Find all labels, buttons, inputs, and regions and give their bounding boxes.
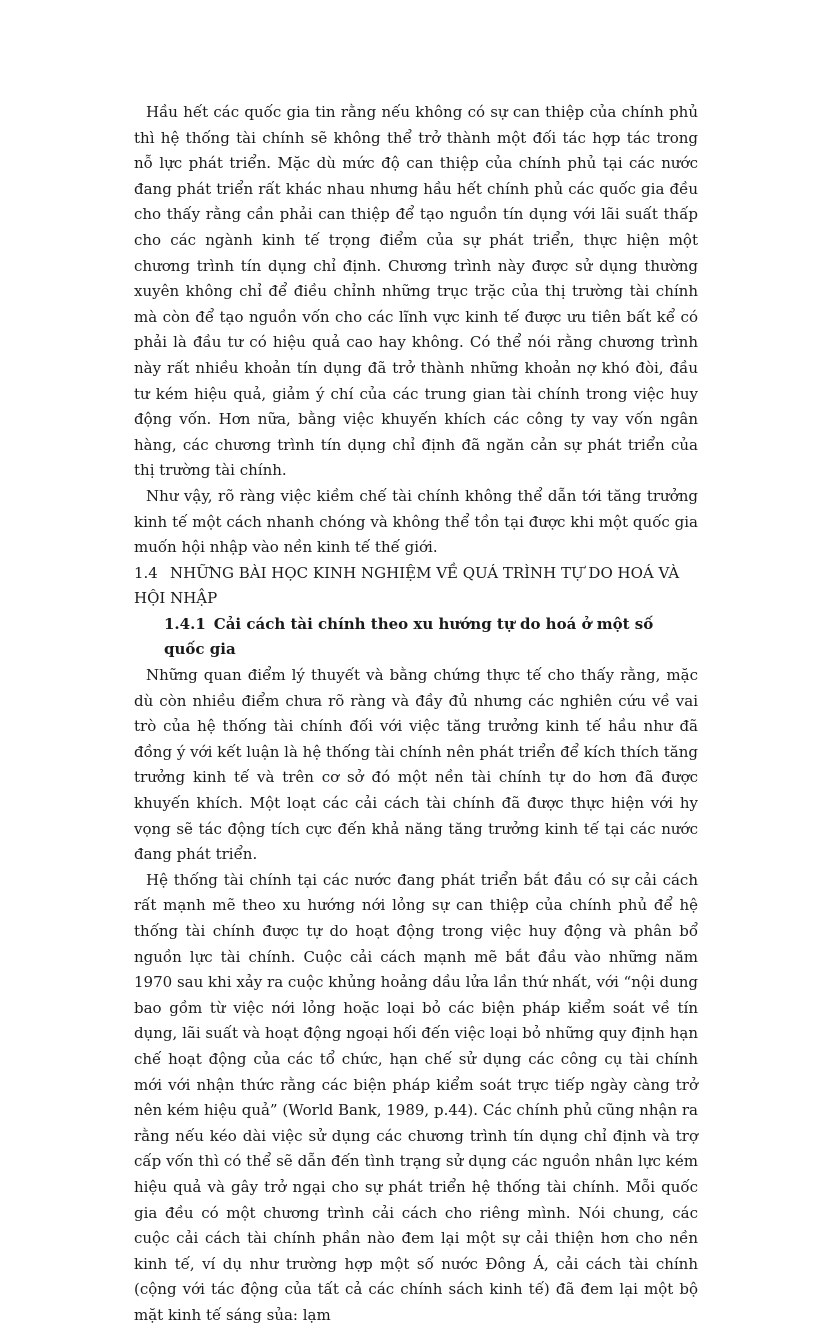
subsection-number: 1.4.1 (164, 614, 206, 633)
subsection-title: Cải cách tài chính theo xu hướng tự do hoá ở một số quốc gia (164, 614, 654, 659)
paragraph-reform-history: Hệ thống tài chính tại các nước đang phát triển bắt đầu có sự cải cách rất mạnh mẽ theo xu hướng nới lỏng sự can thiệp của chính phủ để hệ thống tài chính được tự do hoạt động trong việc huy động và phân bổ nguồn lực tài chính. Cuộc cải cách mạnh mẽ bắt đầu vào những năm 1970 sau khi xảy ra cuộc khủng hoảng dầu lửa lần thứ nhất, với “nội dung bao gồm từ việc nới lỏng hoặc loại bỏ các biện pháp kiểm soát về tín dụng, lãi suất và hoạt động ngoại hối đến việc loại bỏ những quy định hạn chế hoạt động của các tổ chức, hạn chế sử dụng các công cụ tài chính mới với nhận thức rằng các biện pháp kiểm soát trực tiếp ngày càng trở nên kém hiệu quả” (World Bank, 1989, p.44). Các chính phủ cũng nhận ra rằng nếu kéo dài việc sử dụng các chương trình tín dụng chỉ định và trợ cấp vốn thì có thể sẽ dẫn đến tình trạng sử dụng các nguồn nhân lực kém hiệu quả và gây trở ngại cho sự phát triển hệ thống tài chính. Mỗi quốc gia đều có một chương trình cải cách cho riêng mình. Nói chung, các cuộc cải cách tài chính phần nào đem lại một sự cải thiện hơn cho nền kinh tế, ví dụ như trường hợp một số nước Đông Á, cải cách tài chính (cộng với tác động của tất cả các chính sách kinh tế) đã đem lại một bộ mặt kinh tế sáng sủa: lạm (134, 870, 698, 1324)
paragraph-financial-repression: Như vậy, rõ ràng việc kiềm chế tài chính không thể dẫn tới tăng trưởng kinh tế một cách nhanh chóng và không thể tồn tại được khi một quốc gia muốn hội nhập vào nền kinh tế thế giới. (134, 486, 698, 557)
document-body (134, 100, 698, 1329)
section-heading (134, 561, 698, 612)
subsection-heading (134, 612, 698, 663)
section-title: NHỮNG BÀI HỌC KINH NGHIỆM VỀ QUÁ TRÌNH TỰ DO HOÁ VÀ HỘI NHẬP (134, 563, 680, 608)
section-number: 1.4 (134, 563, 158, 582)
paragraph-government-intervention: Hầu hết các quốc gia tin rằng nếu không có sự can thiệp của chính phủ thì hệ thống tài chính sẽ không thể trở thành một đối tác hợp tác trong nỗ lực phát triển. Mặc dù mức độ can thiệp của chính phủ tại các nước đang phát triển rất khác nhau nhưng hầu hết chính phủ các quốc gia đều cho thấy rằng cần phải can thiệp để tạo nguồn tín dụng với lãi suất thấp cho các ngành kinh tế trọng điểm của sự phát triển, thực hiện một chương trình tín dụng chỉ định. Chương trình này được sử dụng thường xuyên không chỉ để điều chỉnh những trục trặc của thị trường tài chính mà còn để tạo nguồn vốn cho các lĩnh vực kinh tế được ưu tiên bất kể có phải là đầu tư có hiệu quả cao hay không. Có thể nói rằng chương trình này rất nhiều khoản tín dụng đã trở thành những khoản nợ khó đòi, đầu tư kém hiệu quả, giảm ý chí của các trung gian tài chính trong việc huy động vốn. Hơn nữa, bằng việc khuyến khích các công ty vay vốn ngân hàng, các chương trình tín dụng chỉ định đã ngăn cản sự phát triển của thị trường tài chính. (134, 103, 698, 480)
paragraph-theory-evidence: Những quan điểm lý thuyết và bằng chứng thực tế cho thấy rằng, mặc dù còn nhiều điểm chưa rõ ràng và đầy đủ nhưng các nghiên cứu về vai trò của hệ thống tài chính đối với việc tăng trưởng kinh tế hầu như đã đồng ý với kết luận là hệ thống tài chính nên phát triển để kích thích tăng trưởng kinh tế và trên cơ sở đó một nền tài chính tự do hơn đã được khuyến khích. Một loạt các cải cách tài chính đã được thực hiện với hy vọng sẽ tác động tích cực đến khả năng tăng trưởng kinh tế tại các nước đang phát triển. (134, 666, 698, 864)
